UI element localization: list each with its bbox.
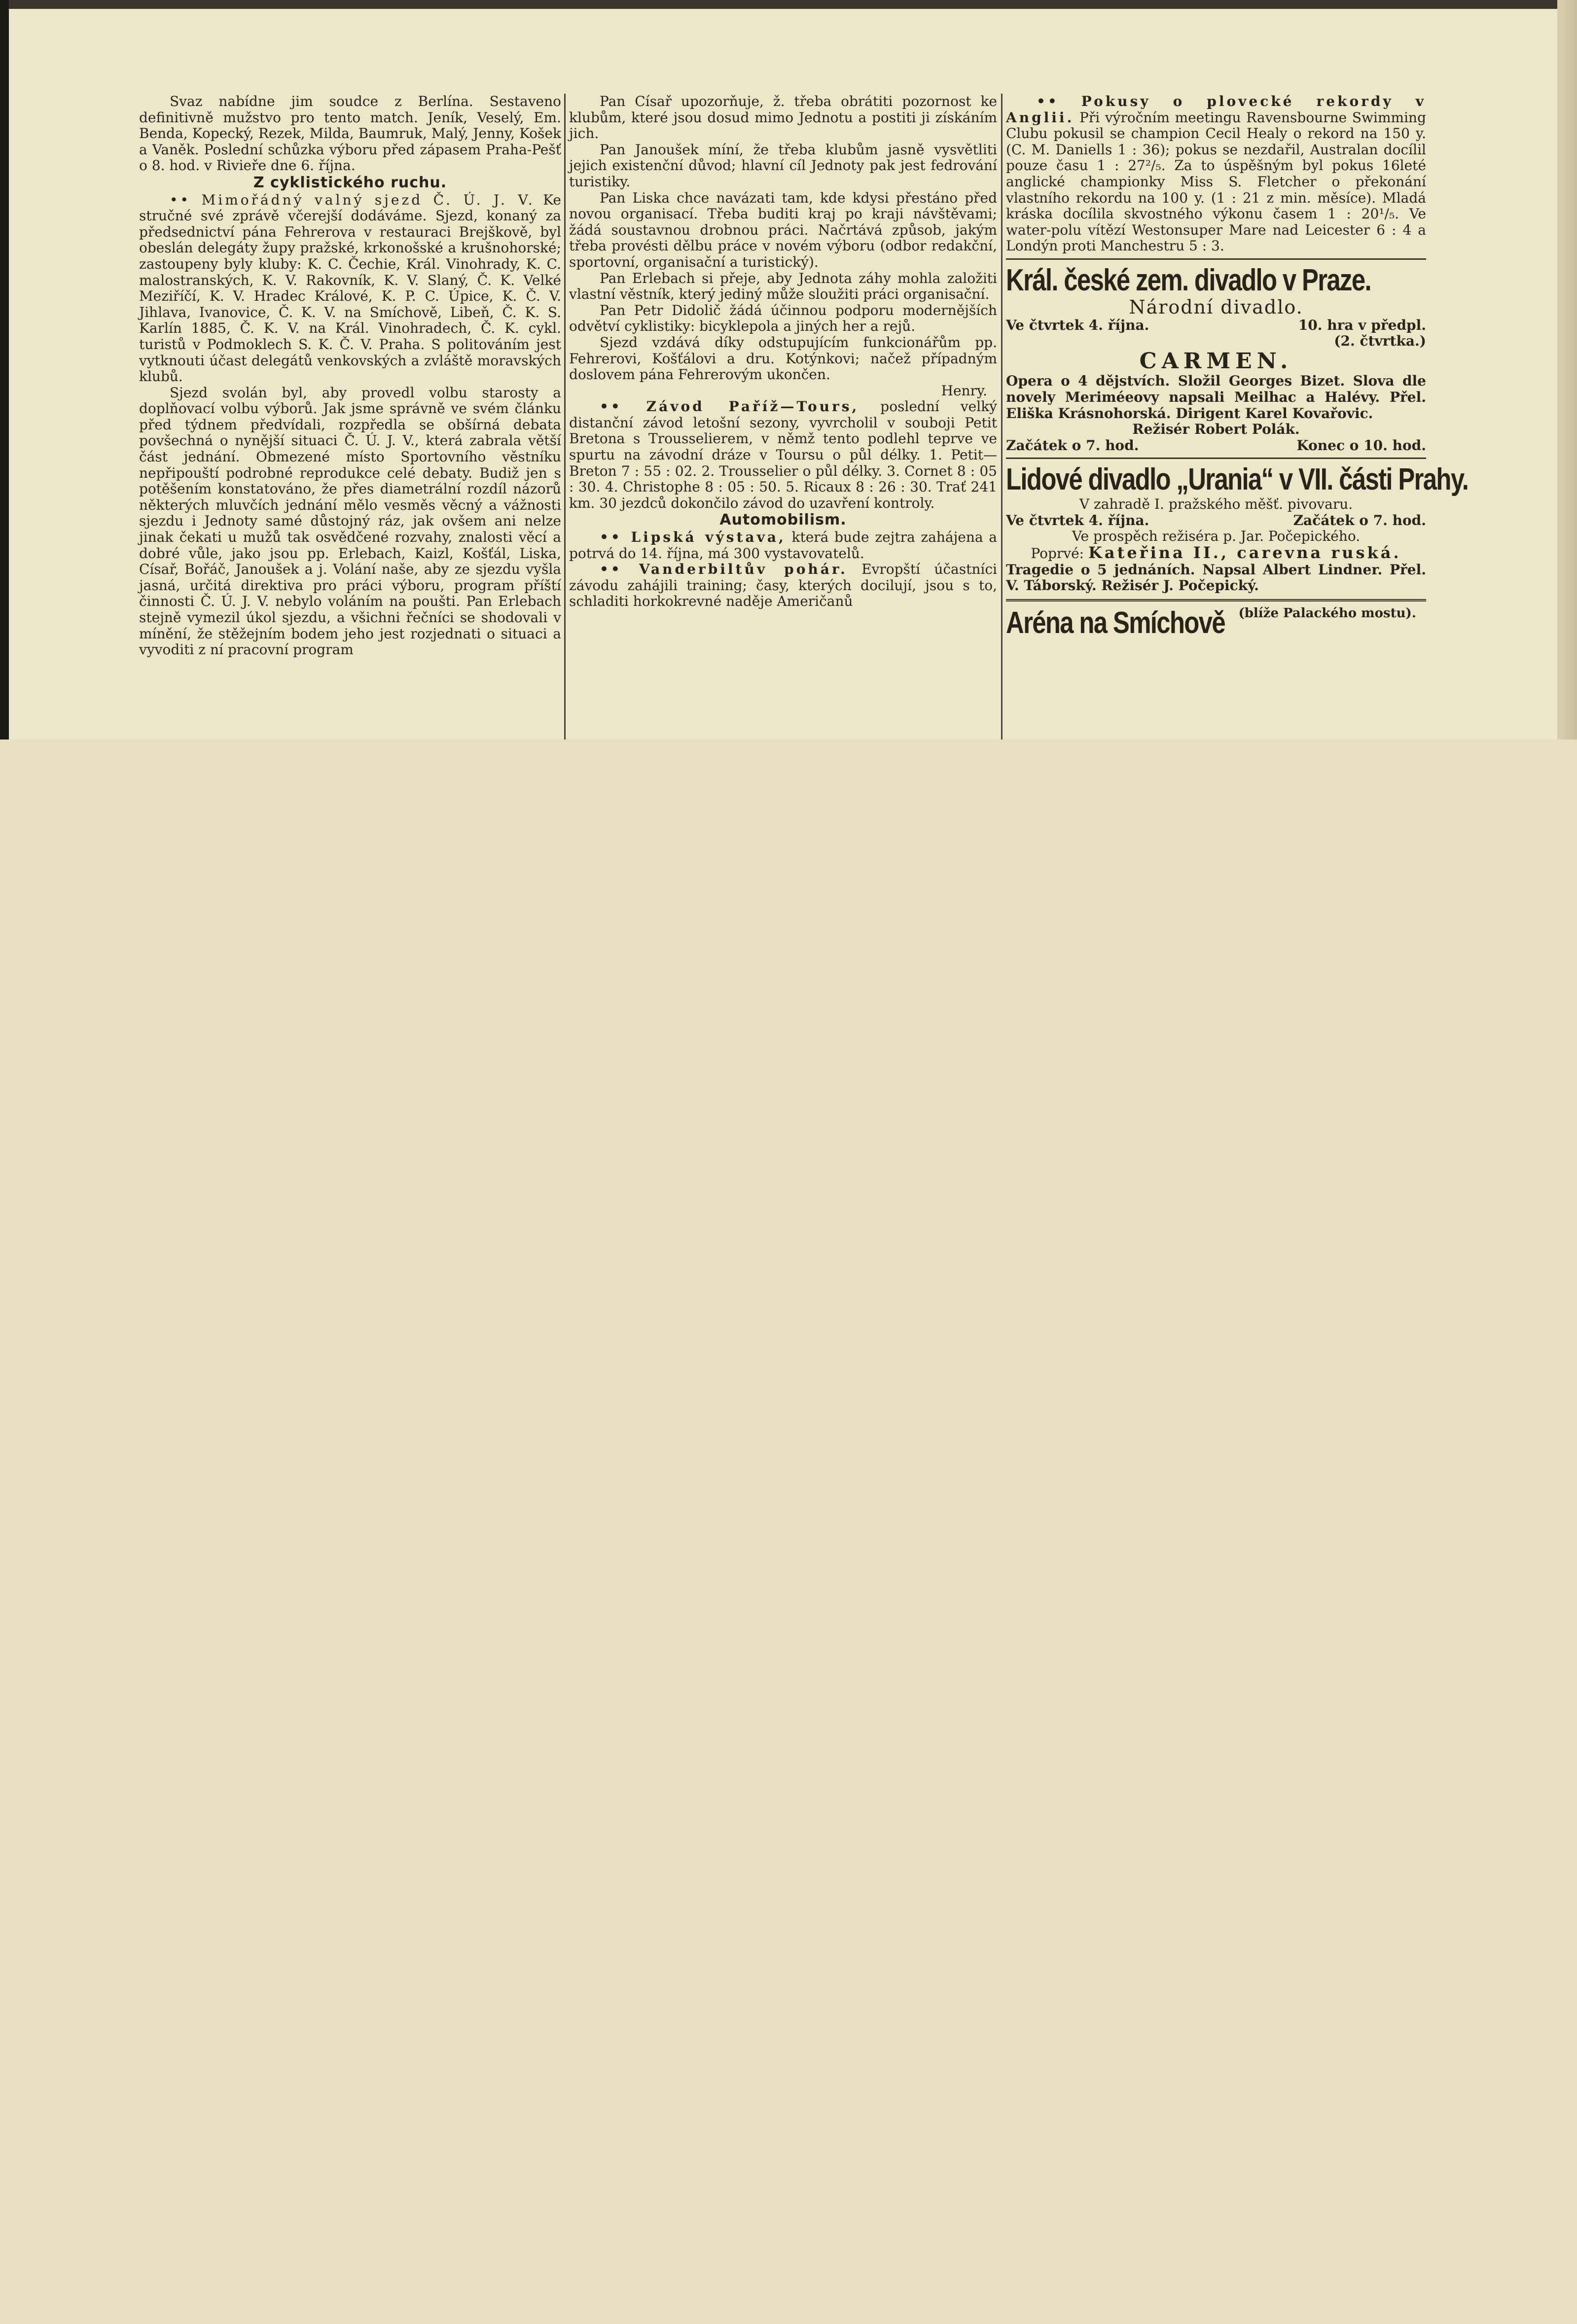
item-lead: •• Vanderbiltův pohár. (600, 561, 848, 578)
paragraph (1006, 94, 1426, 254)
item-text: poslední velký distanční závod letošní sezony, vyvrcholil v souboji Petit Bretona s Trousselierem, v němž tento podlehl teprve ve spurtu na závodní dráze v Toursu o půl délky. 1. Petit—Breton 7 : 55 : 02. 2. Trousselier o půl délky. 3. Cornet 8 : 05 : 30. 4. Christophe 8 : 05 : 50. 5. Ricaux 8 : 26 : 30. Trať 241 km. 30 jezdců dokončilo závod do uzavření kontroly. (569, 398, 997, 511)
scan-border-top (0, 0, 1577, 9)
item-lead: •• Mimořádný valný sjezd Č. Ú. J. V. (170, 191, 535, 208)
scan-border-left (0, 0, 9, 739)
paragraph (139, 192, 561, 385)
theatre-title: Aréna na Smíchově (1006, 605, 1225, 640)
paragraph: Pan Erlebach si přeje, aby Jednota záhy mohla založiti vlastní věstník, který jediný může sloužiti práci organisační. (569, 270, 997, 303)
paragraph (569, 529, 997, 562)
start-time: Začátek o 7. hod. (1293, 512, 1426, 528)
director: Režisér Robert Polák. (1132, 421, 1300, 438)
paragraph: Sjezd svolán byl, aby provedl volbu starosty a doplňovací volbu výborů. Jak jsme správně ve svém článku před týdnem předvídali, rozpředla se obšírná debata povšechná o nynější situaci Č. Ú. J. V., která zabrala větší část jednání. Obmezené místo Sportovního věstníku nepřipouští podrobné reprodukce celé debaty. Budiž jen s potěšením konstatováno, že přes diametrální rozdíl názorů některých mluvčích jednání mělo vesměs věcný a vážnosti sjezdu i Jednoty samé důstojný ráz, jak ovšem ani nelze jinak čekati u mužů tak osvědčené rozvahy, znalosti věcí a dobré vůle, jako jsou pp. Erlebach, Kaizl, Košťál, Liska, Císař, Bořáč, Janoušek a j. Volání naše, aby ze sjezdu vyšla jasná, určitá direktiva pro práci výboru, program příští činnosti Č. Ú. J. V. nebylo voláním na poušti. Pan Erlebach stejně vymezil úkol sjezdu, a všichni řečníci se shodovali v mínění, že stěžejním bodem jeho jest rozjednati o situaci a vyvoditi z ní pracovní program (139, 384, 561, 658)
divider (1006, 258, 1426, 260)
premiere-label: Poprvé: (1031, 545, 1084, 562)
divider (1006, 599, 1426, 601)
date: Ve čtvrtek 4. října. (1006, 317, 1149, 333)
end-time: Konec o 10. hod. (1296, 437, 1426, 454)
section-heading: Automobilism. (719, 511, 847, 529)
divider (1006, 458, 1426, 459)
benefit-note: Ve prospěch režiséra p. Jar. Počepického. (1072, 528, 1361, 545)
page-edge (1557, 0, 1577, 739)
premiere-row (1006, 545, 1426, 562)
paragraph (569, 399, 997, 511)
play-title: Kateřina II., carevna ruská. (1088, 543, 1401, 563)
arena-header (1006, 606, 1426, 640)
start-time: Začátek o 7. hod. (1006, 437, 1139, 454)
column-middle (569, 94, 997, 610)
signature: Henry. (941, 382, 987, 399)
play-description: Opera o 4 dějstvích. Složil Georges Bizet. Slova dle novely Meriméeovy napsali Meilhac a Halévy. Přel. Eliška Krásnohorská. Dirigent Karel Kovařovic. (1006, 373, 1426, 422)
section-heading: Z cyklistického ruchu. (253, 174, 447, 191)
venue: V zahradě I. pražského měšť. pivovaru. (1079, 496, 1353, 513)
column-rule-1 (564, 94, 566, 739)
paragraph: Pan Petr Didolič žádá účinnou podporu modernějších odvětví cyklistiky: bicyklepola a jiných her a rejů. (569, 302, 997, 335)
series-row (1006, 333, 1426, 350)
item-lead: •• Pokusy o plovecké rekordy v Anglii. (1006, 93, 1426, 126)
item-text: Ke stručné své zprávě včerejší dodáváme. Sjezd, konaný za předsednictví pána Fehrerova v restauraci Brejškově, byl obeslán delegáty župy pražské, krkonošské a krušnohorské; zastoupeny byly kluby: K. C. Čechie, Král. Vinohrady, K. C. malostranských, K. V. Rakovník, K. V. Slaný, Č. K. Velké Meziříčí, K. V. Hradec Králové, K. P. C. Úpice, K. Č. V. Jihlava, Ivanovice, Č. K. V. na Smíchově, Libeň, Č. K. S. Karlín 1885, Č. K. V. na Král. Vinohradech, Č. K. cykl. turistů v Podmoklech S. K. Č. V. Praha. S politováním jest vytknouti účast delegátů venkovských a zvláště moravských klubů. (139, 191, 561, 385)
paragraph: Pan Janoušek míní, že třeba klubům jasně vysvětliti jejich existenční důvod; hlavní cíl Jednoty pak jest fedrování turistiky. (569, 141, 997, 190)
theatre-title: Lidové divadlo „Urania“ v VII. části Prahy. (1006, 462, 1469, 497)
paragraph (569, 562, 997, 610)
item-lead: •• Lipská výstava, (600, 529, 786, 546)
series-note: (2. čtvrtka.) (1334, 333, 1426, 350)
theatre-subtitle: Národní divadlo. (1129, 296, 1303, 318)
paragraph: Pan Císař upozorňuje, ž. třeba obrátiti pozornost ke klubům, které jsou dosud mimo Jednotu a postiti ji získáním jich. (569, 93, 997, 142)
paragraph: Svaz nabídne jim soudce z Berlína. Sestaveno definitivně mužstvo pro tento match. Jeník, Veselý, Em. Benda, Kopecký, Rezek, Milda, Baumruk, Malý, Jenny, Košek a Vaněk. Poslední schůzka výboru před zápasem Praha-Pešť o 8. hod. v Rivieře dne 6. října. (139, 93, 561, 174)
column-left (139, 94, 561, 658)
date: Ve čtvrtek 4. října. (1006, 512, 1149, 528)
paragraph: Sjezd vzdává díky odstupujícím funkcionářům pp. Fehrerovi, Košťálovi a dru. Kotýnkovi; načež případným doslovem pána Fehrerovým ukončen. (569, 334, 997, 383)
date-row (1006, 513, 1426, 529)
column-right (1006, 93, 1469, 640)
item-text: Při výročním meetingu Ravensbourne Swimming Clubu pokusil se champion Cecil Healy o rekord na 150 y. (C. M. Daniells 1 : 36); pokus se nezdařil, Australan docílil pouze času 1 : 27²/₅. Za to úspěšným byl pokus 16leté anglické championky Miss S. Fletcher o překonání vlastního rekordu na 100 y. (1 : 21 z min. měsíce). Mladá kráska docílila skvostného výkonu časem 1 : 20¹/₅. Ve water-polu vítězí Westonsuper Mare nad Leicester 6 : 4 a Londýn proti Manchestru 5 : 3. (1006, 109, 1426, 254)
item-text: Evropští účastníci závodu zahájili training; časy, kterých docilují, jsou s to, schladiti horkokrevné naděje Američanů (569, 561, 997, 610)
column-rule-2 (1001, 94, 1003, 739)
series: 10. hra v předpl. (1298, 317, 1426, 333)
item-lead: •• Závod Paříž—Tours, (600, 398, 860, 415)
paragraph: Pan Liska chce navázati tam, kde kdysi přestáno před novou organisací. Třeba buditi kraj po kraji návštěvami; žádá soustavnou drobnou práci. Načrtává způsob, jakým třeba provésti dělbu práce v novém výboru (odbor redakční, sportovní, organisační a turistický). (569, 189, 997, 270)
play-title: CARMEN. (1139, 348, 1293, 374)
time-row (1006, 438, 1426, 454)
play-description: Tragedie o 5 jednáních. Napsal Albert Lindner. Přel. V. Táborský. Režisér J. Počepický. (1006, 561, 1426, 594)
item-text: která bude zejtra zahájena a potrvá do 14. října, má 300 vystavovatelů. (569, 529, 998, 562)
theatre-title: Král. české zem. divadlo v Praze. (1006, 263, 1371, 297)
arena-note: (blíže Palackého mostu). (1238, 605, 1416, 621)
date-row (1006, 317, 1426, 334)
